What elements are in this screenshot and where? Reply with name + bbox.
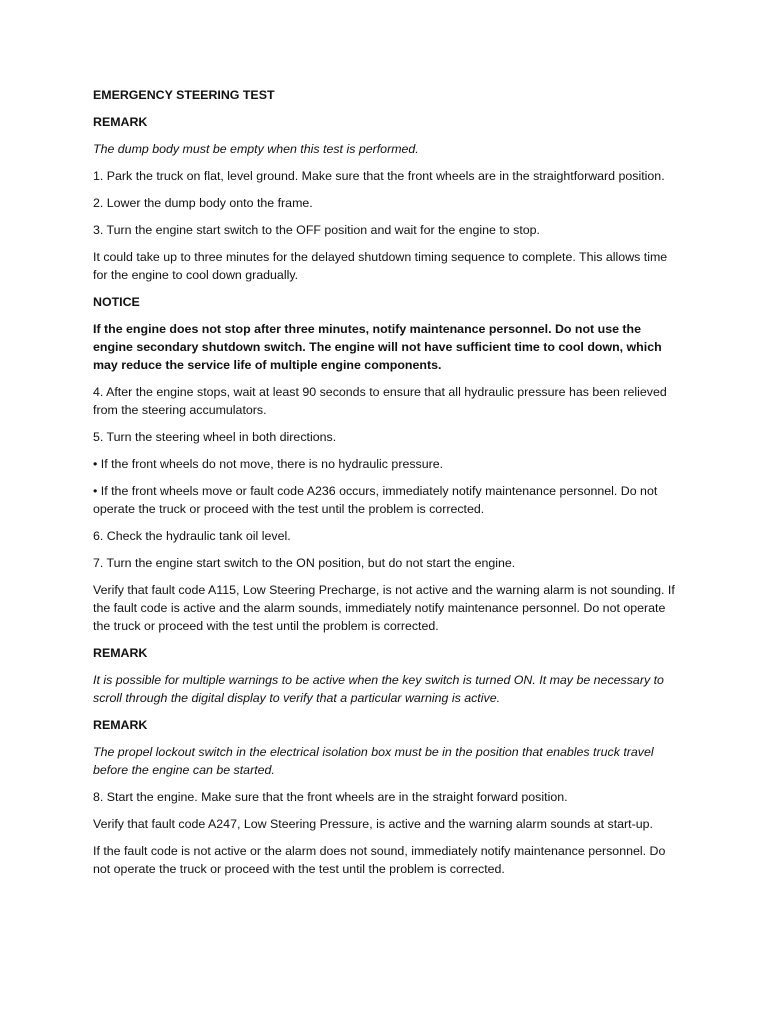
remark-heading-2: REMARK	[93, 646, 148, 660]
document-page	[93, 86, 678, 887]
remark-text-2: It is possible for multiple warnings to be active when the key switch is turned ON. It may be necessary to scroll through the digital display to verify that a particular warning is active.	[93, 673, 664, 705]
remark-heading-3: REMARK	[93, 718, 148, 732]
remark-text-1: The dump body must be empty when this test is performed.	[93, 142, 419, 156]
step-3-note: It could take up to three minutes for the delayed shutdown timing sequence to complete. This allows time for the engine to cool down gradually.	[93, 250, 668, 282]
step-5: 5. Turn the steering wheel in both directions.	[93, 430, 337, 444]
step-3: 3. Turn the engine start switch to the OFF position and wait for the engine to stop.	[93, 223, 541, 237]
step-7-verify: Verify that fault code A115, Low Steering Precharge, is not active and the warning alarm is not sounding. If the fault code is active and the alarm sounds, immediately notify maintenance personnel. Do not operate the truck or proceed with the test until the problem is corrected.	[93, 583, 675, 633]
step-8-failure: If the fault code is not active or the alarm does not sound, immediately notify maintenance personnel. Do not operate the truck or proceed with the test until the problem is corrected.	[93, 844, 666, 876]
step-1: 1. Park the truck on flat, level ground. Make sure that the front wheels are in the straightforward position.	[93, 169, 665, 183]
step-7: 7. Turn the engine start switch to the ON position, but do not start the engine.	[93, 556, 516, 570]
notice-text: If the engine does not stop after three minutes, notify maintenance personnel. Do not use the engine secondary shutdown switch. The engine will not have sufficient time to cool down, which may reduce the service life of multiple engine components.	[93, 322, 662, 372]
remark-heading-1: REMARK	[93, 115, 148, 129]
step-6: 6. Check the hydraulic tank oil level.	[93, 529, 291, 543]
remark-text-3: The propel lockout switch in the electrical isolation box must be in the position that enables truck travel before the engine can be started.	[93, 745, 654, 777]
step-5-bullet-2: • If the front wheels move or fault code A236 occurs, immediately notify maintenance personnel. Do not operate the truck or proceed with the test until the problem is corrected.	[93, 484, 658, 516]
document-title: EMERGENCY STEERING TEST	[93, 88, 275, 102]
step-8: 8. Start the engine. Make sure that the front wheels are in the straight forward position.	[93, 790, 568, 804]
step-2: 2. Lower the dump body onto the frame.	[93, 196, 313, 210]
step-5-bullet-1: • If the front wheels do not move, there is no hydraulic pressure.	[93, 457, 444, 471]
step-4: 4. After the engine stops, wait at least 90 seconds to ensure that all hydraulic pressure has been relieved from the steering accumulators.	[93, 385, 667, 417]
notice-heading: NOTICE	[93, 295, 140, 309]
step-8-verify: Verify that fault code A247, Low Steering Pressure, is active and the warning alarm sounds at start-up.	[93, 817, 653, 831]
